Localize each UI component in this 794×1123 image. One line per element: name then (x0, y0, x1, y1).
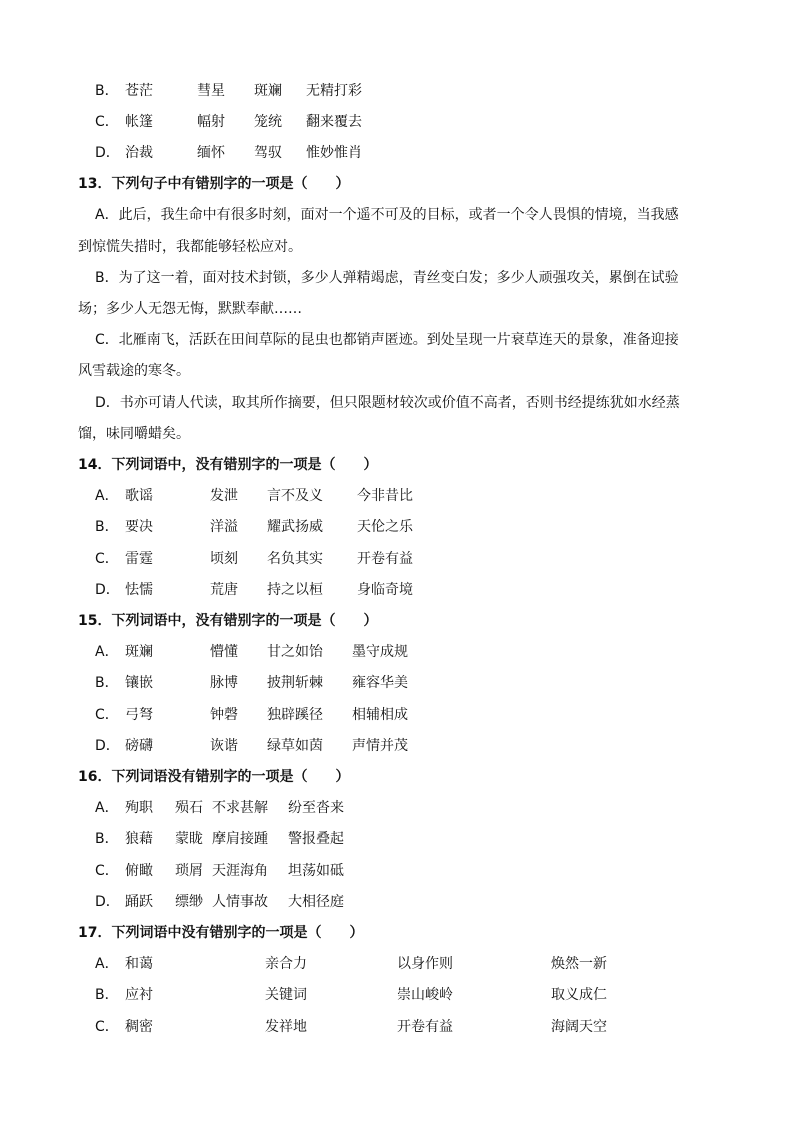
option-word: 幅射 (197, 114, 225, 130)
option-word: 人情事故 (212, 894, 268, 910)
q16-option-d (0, 890, 794, 914)
option-word: 惟妙惟肖 (306, 145, 362, 161)
option-word: 缥缈 (175, 894, 203, 910)
option-label: C． (95, 863, 119, 879)
option-label: D． (95, 582, 120, 598)
option-word: 身临奇境 (357, 582, 413, 598)
option-word: 取义成仁 (551, 987, 607, 1003)
option-word: 钟磬 (210, 707, 238, 723)
option-word: 镶嵌 (125, 675, 153, 691)
option-label: B． (95, 987, 119, 1003)
option-word: 驾驭 (254, 145, 282, 161)
q12-option-b (0, 79, 794, 103)
option-word: 治裁 (125, 145, 153, 161)
option-label: C． (95, 551, 119, 567)
option-word: 亲合力 (265, 956, 307, 972)
option-word: 要决 (125, 519, 153, 535)
option-word: 殒石 (175, 800, 203, 816)
option-word: 天涯海角 (212, 863, 268, 879)
option-word: 焕然一新 (551, 956, 607, 972)
q15-option-c (0, 703, 794, 727)
option-word: 披荆斩棘 (267, 675, 323, 691)
option-word: 帐篷 (125, 114, 153, 130)
q16-stem: 16．下列词语没有错别字的一项是（ ） (78, 769, 350, 785)
option-word: 摩肩接踵 (212, 831, 268, 847)
option-word: 关键词 (265, 987, 307, 1003)
option-word: 怯懦 (125, 582, 153, 598)
option-word: 发祥地 (265, 1019, 307, 1035)
option-word: 崇山峻岭 (397, 987, 453, 1003)
option-word: 俯瞰 (125, 863, 153, 879)
option-word: 琐屑 (175, 863, 203, 879)
option-word: 天伦之乐 (357, 519, 413, 535)
option-word: 荒唐 (210, 582, 238, 598)
option-word: 斑斓 (254, 83, 282, 99)
option-word: 诙谐 (210, 738, 238, 754)
option-word: 耀武扬威 (267, 519, 323, 535)
option-word: 稠密 (125, 1019, 153, 1035)
option-label: A． (95, 956, 119, 972)
option-word: 无精打彩 (306, 83, 362, 99)
option-label: D． (95, 894, 120, 910)
option-label: B． (95, 519, 119, 535)
option-word: 开卷有益 (397, 1019, 453, 1035)
q15-stem: 15．下列词语中，没有错别字的一项是（ ） (78, 613, 378, 629)
q12-option-d (0, 141, 794, 165)
q14-option-a (0, 484, 794, 508)
q13-option-d-line2: 馏，味同嚼蜡矣。 (78, 426, 190, 442)
option-word: 持之以桓 (267, 582, 323, 598)
q14-option-c (0, 547, 794, 571)
option-word: 不求甚解 (212, 800, 268, 816)
option-label: B． (95, 831, 119, 847)
option-word: 歌谣 (125, 488, 153, 504)
option-word: 翻来覆去 (306, 114, 362, 130)
option-word: 坦荡如砥 (288, 863, 344, 879)
option-label: C． (95, 1019, 119, 1035)
option-word: 和蔼 (125, 956, 153, 972)
option-word: 懵懂 (210, 644, 238, 660)
q16-option-c (0, 859, 794, 883)
q14-option-b (0, 515, 794, 539)
option-word: 斑斓 (125, 644, 153, 660)
q15-option-b (0, 671, 794, 695)
option-word: 声情并茂 (352, 738, 408, 754)
option-word: 笼统 (254, 114, 282, 130)
option-word: 缅怀 (197, 145, 225, 161)
option-word: 纷至沓来 (288, 800, 344, 816)
option-word: 蒙眬 (175, 831, 203, 847)
option-word: 彗星 (197, 83, 225, 99)
q17-option-a (0, 952, 794, 976)
q15-option-d (0, 734, 794, 758)
q16-option-b (0, 827, 794, 851)
option-label: B． (95, 83, 119, 99)
q13-option-c-line2: 风雪载途的寒冬。 (78, 363, 190, 379)
option-word: 相辅相成 (352, 707, 408, 723)
option-word: 踊跃 (125, 894, 153, 910)
option-word: 警报叠起 (288, 831, 344, 847)
q15-option-a (0, 640, 794, 664)
option-word: 苍茫 (125, 83, 153, 99)
option-word: 今非昔比 (357, 488, 413, 504)
option-word: 洋溢 (210, 519, 238, 535)
option-label: D． (95, 145, 120, 161)
option-label: D． (95, 738, 120, 754)
q13-option-a-line2: 到惊慌失措时，我都能够轻松应对。 (78, 239, 302, 255)
option-word: 海阔天空 (551, 1019, 607, 1035)
option-word: 顷刻 (210, 551, 238, 567)
option-word: 大相径庭 (288, 894, 344, 910)
q16-option-a (0, 796, 794, 820)
option-word: 独辟蹊径 (267, 707, 323, 723)
option-word: 发泄 (210, 488, 238, 504)
q13-option-c-line1: C．北雁南飞，活跃在田间草际的昆虫也都销声匿迹。到处呈现一片衰草连天的景象，准备迎接 (95, 332, 679, 348)
option-word: 言不及义 (267, 488, 323, 504)
q12-option-c (0, 110, 794, 134)
option-word: 殉职 (125, 800, 153, 816)
option-word: 脉博 (210, 675, 238, 691)
q13-option-b-line2: 场；多少人无怨无悔，默默奉献…… (78, 301, 302, 317)
q13-stem: 13．下列句子中有错别字的一项是（ ） (78, 176, 350, 192)
q13-option-a-line1: A．此后，我生命中有很多时刻，面对一个遥不可及的目标，或者一个令人畏惧的情境，当我感 (95, 207, 679, 223)
option-label: C． (95, 707, 119, 723)
q13-option-d-line1: D．书亦可请人代读，取其所作摘要，但只限题材较次或价值不高者，否则书经提练犹如水经蒸 (95, 395, 680, 411)
option-word: 以身作则 (397, 956, 453, 972)
q14-stem: 14．下列词语中，没有错别字的一项是（ ） (78, 457, 378, 473)
option-word: 雷霆 (125, 551, 153, 567)
option-label: A． (95, 800, 119, 816)
option-word: 雍容华美 (352, 675, 408, 691)
option-label: C． (95, 114, 119, 130)
q14-option-d (0, 578, 794, 602)
option-label: B． (95, 675, 119, 691)
q17-stem: 17．下列词语中没有错别字的一项是（ ） (78, 925, 364, 941)
q17-option-b (0, 983, 794, 1007)
option-word: 狼藉 (125, 831, 153, 847)
option-word: 墨守成规 (352, 644, 408, 660)
option-word: 磅礴 (125, 738, 153, 754)
option-label: A． (95, 644, 119, 660)
option-word: 开卷有益 (357, 551, 413, 567)
option-label: A． (95, 488, 119, 504)
q13-option-b-line1: B．为了这一着，面对技术封锁，多少人弹精竭虑，青丝变白发；多少人顽强攻关，累倒在试验 (95, 270, 679, 286)
option-word: 名负其实 (267, 551, 323, 567)
option-word: 甘之如饴 (267, 644, 323, 660)
option-word: 弓弩 (125, 707, 153, 723)
option-word: 应衬 (125, 987, 153, 1003)
option-word: 绿草如茵 (267, 738, 323, 754)
q17-option-c (0, 1015, 794, 1039)
